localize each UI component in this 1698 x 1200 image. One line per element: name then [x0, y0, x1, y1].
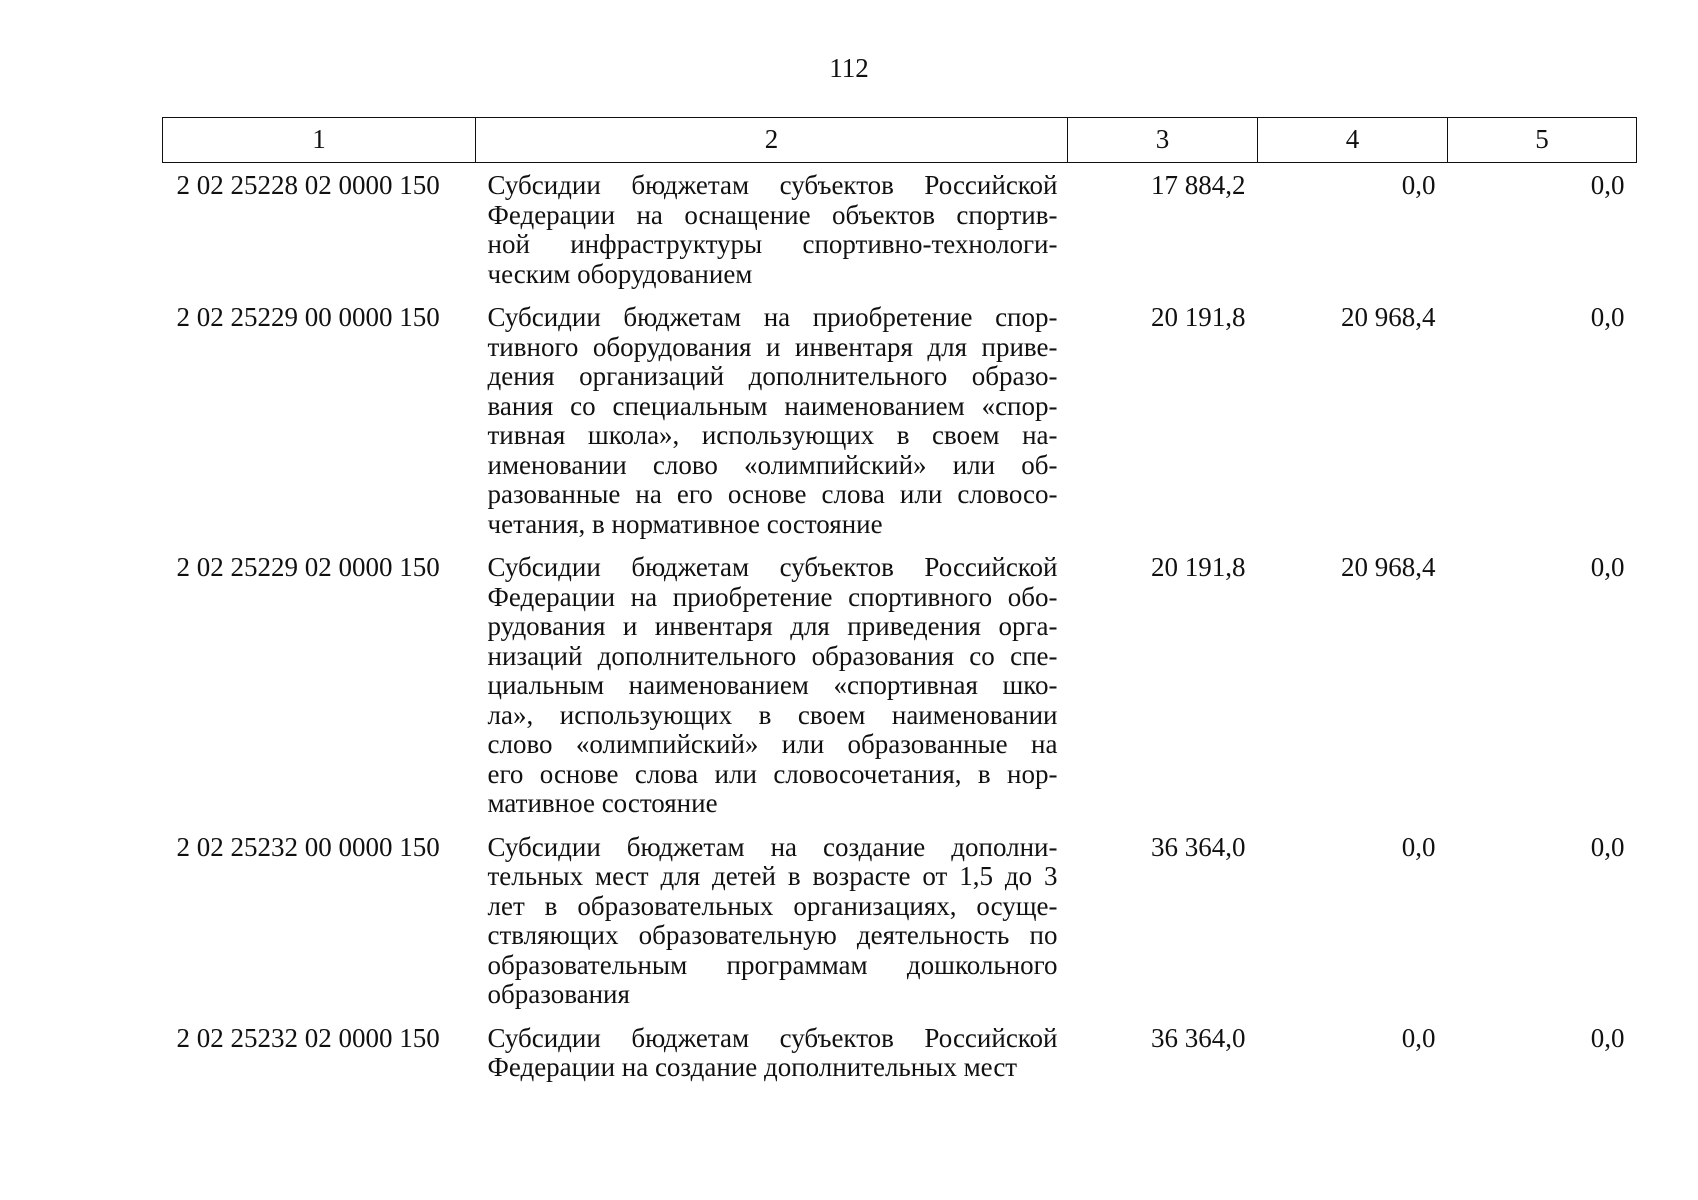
code-cell: 2 02 25232 00 0000 150 [176, 831, 440, 862]
name-line: образовательным программам дошкольного [487, 949, 1058, 980]
name-line: слово «олимпийский» или образованные на [487, 729, 1058, 759]
name-line: Федерации на оснащение объектов спортив- [487, 199, 1058, 230]
name-line: мативное состояние [487, 788, 718, 818]
header-cell-2: 2 [476, 118, 1068, 163]
name-line: ной инфраструктуры спортивно-технологи- [487, 229, 1058, 259]
name-line: Федерации на приобретение спортивного обо- [487, 581, 1058, 612]
col3-value-cell: 36 364,0 [1151, 831, 1246, 862]
name-line: Субсидии бюджетам субъектов Российской [487, 170, 1058, 200]
name-line: образования [487, 979, 630, 1009]
code-cell: 2 02 25229 02 0000 150 [176, 552, 440, 582]
name-line: лет в образовательных организациях, осуще- [487, 890, 1058, 921]
code-cell: 2 02 25228 02 0000 150 [176, 170, 440, 200]
col3-value-cell: 20 191,8 [1151, 302, 1246, 332]
name-cell [476, 1024, 1068, 1097]
table-body [163, 163, 1637, 1097]
col5-value-cell: 0,0 [1590, 302, 1625, 332]
name-line: Субсидии бюджетам субъектов Российской [487, 1022, 1058, 1053]
col4-value-cell: 20 968,4 [1341, 552, 1436, 582]
name-line: дения организаций дополнительного образо- [487, 361, 1058, 391]
budget-table [162, 117, 1637, 1097]
col5-value-cell: 0,0 [1590, 552, 1625, 582]
col5-value-cell: 0,0 [1590, 1022, 1625, 1053]
col4-value-cell: 20 968,4 [1341, 302, 1436, 332]
col5-value-cell: 0,0 [1590, 170, 1625, 200]
name-cell [476, 833, 1068, 1024]
name-line: его основе слова или словосочетания, в нор- [487, 758, 1058, 789]
name-cell [476, 163, 1068, 304]
table-row [163, 553, 1637, 833]
col3-value-cell: 36 364,0 [1151, 1022, 1246, 1053]
name-line: четания, в нормативное состояние [487, 508, 883, 539]
header-cell-1: 1 [163, 118, 476, 163]
name-line: вания со специальным наименованием «спор- [487, 390, 1058, 421]
table-row [163, 303, 1637, 553]
name-line: Субсидии бюджетам на создание дополни- [487, 831, 1058, 862]
name-line: Федерации на создание дополнительных мест [487, 1052, 1018, 1082]
name-line: разованные на его основе слова или словосо- [487, 479, 1058, 509]
table-row [163, 833, 1637, 1024]
col3-value-cell: 17 884,2 [1151, 170, 1246, 200]
name-line: ствляющих образовательную деятельность по [487, 920, 1058, 950]
table-row [163, 1024, 1637, 1097]
name-line: циальным наименованием «спортивная шко- [487, 670, 1058, 700]
name-line: Субсидии бюджетам субъектов Российской [487, 552, 1058, 582]
col3-value-cell: 20 191,8 [1151, 552, 1246, 582]
table-row [163, 163, 1637, 304]
name-line: именовании слово «олимпийский» или об- [487, 449, 1058, 480]
header-cell-5: 5 [1448, 118, 1637, 163]
name-line: тивного оборудования и инвентаря для приве- [487, 331, 1058, 362]
name-line: тельных мест для детей в возрасте от 1,5 до 3 [487, 861, 1058, 891]
header-cell-4: 4 [1258, 118, 1448, 163]
header-row [163, 118, 1637, 163]
header-cell-3: 3 [1068, 118, 1258, 163]
col4-value-cell: 0,0 [1401, 170, 1436, 200]
name-line: ческим оборудованием [487, 258, 753, 289]
page-number: 112 [829, 53, 869, 83]
code-cell: 2 02 25229 00 0000 150 [176, 302, 440, 332]
name-line: рудования и инвентаря для приведения орга- [487, 611, 1058, 641]
table-header [163, 118, 1637, 163]
code-cell: 2 02 25232 02 0000 150 [176, 1022, 440, 1053]
name-cell [476, 303, 1068, 553]
name-line: ла», использующих в своем наименовании [487, 699, 1058, 730]
name-line: низаций дополнительного образования со спе- [487, 640, 1058, 671]
col5-value-cell: 0,0 [1590, 831, 1625, 862]
col4-value-cell: 0,0 [1401, 831, 1436, 862]
col4-value-cell: 0,0 [1401, 1022, 1436, 1053]
name-line: Субсидии бюджетам на приобретение спор- [487, 302, 1058, 332]
name-cell [476, 553, 1068, 833]
name-line: тивная школа», использующих в своем на- [487, 420, 1058, 450]
